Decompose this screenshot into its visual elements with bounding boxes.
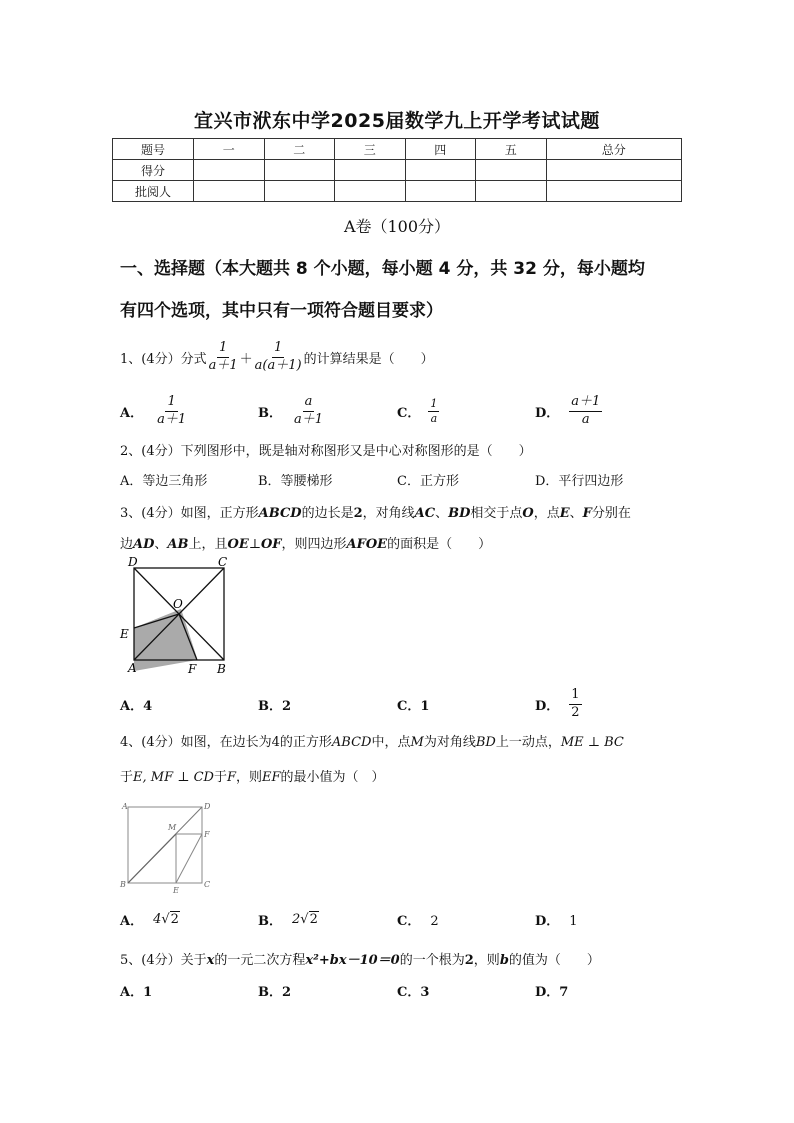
fraction: $\frac{1}{a(a+1)}$ [254,340,302,373]
score-cell[interactable] [405,160,476,181]
label-c: C [204,880,211,889]
question-3-stem-line1: 3、(4分）如图，正方形ABCD的边长是2，对角线AC、BD相交于点O，点E、F分别在 [120,506,631,521]
score-cell[interactable] [194,181,265,202]
option-a[interactable]: A．4 [120,699,153,714]
fraction: $\frac{1}{a+1}$ [208,340,238,373]
table-row [113,181,682,202]
square-figure-q4 [116,800,216,896]
score-table [112,138,682,202]
score-cell[interactable] [546,160,682,181]
option-a[interactable]: A． $\frac{1}{a+1}$ [120,394,187,427]
label-c: C [218,555,228,569]
volume-heading: A卷（100分） [343,217,451,236]
table-header-cell: 二 [264,139,335,160]
table-header-cell: 五 [476,139,547,160]
label-a: A [128,661,137,675]
score-cell[interactable] [335,181,406,202]
option-c[interactable]: C． 2 [397,914,439,929]
table-header-cell: 四 [405,139,476,160]
question-1-stem: 1、(4分）分式 $\frac{1}{a+1}$ ＋ $\frac{1}{a(a+1)}$ 的计算结果是（ ） [120,340,434,373]
table-row [113,139,682,160]
option-d[interactable]: D． 1 [535,914,578,929]
question-2-stem: 2、(4分）下列图形中，既是轴对称图形又是中心对称图形的是（ ） [120,444,532,459]
question-4-stem-line2: 于E, MF ⊥ CD于F，则EF的最小值为（ ） [120,770,385,785]
option-d[interactable]: D． $\frac{1}{2}$ [535,687,580,720]
score-cell[interactable] [476,160,547,181]
label-e: E [173,886,179,895]
table-row [113,160,682,181]
option-b[interactable]: B． 2 √2 [258,912,318,929]
label-d: D [128,555,138,569]
score-cell[interactable] [264,160,335,181]
square-figure-q3 [112,552,237,680]
option-a[interactable]: A． 4 √2 [120,912,179,929]
option-b[interactable]: B．2 [258,699,292,714]
option-a[interactable]: A．1 [120,985,153,1000]
label-a: A [122,802,128,811]
table-header-cell: 题号 [113,139,194,160]
score-cell[interactable] [264,181,335,202]
table-header-cell: 总分 [546,139,682,160]
section-heading-line1: 一、选择题（本大题共 8 个小题，每小题 4 分，共 32 分，每小题均 [120,259,645,279]
option-b[interactable]: B．等腰梯形 [258,474,333,489]
label-b: B [120,880,126,889]
question-5-stem: 5、(4分）关于x的一元二次方程x²+bx－10＝0的一个根为2，则b的值为（ ） [120,953,600,968]
table-header-cell: 一 [194,139,265,160]
row-label: 得分 [113,160,194,181]
question-3-stem-line2: 边AD、AB上，且OE⊥OF，则四边形AFOE的面积是（ ） [120,537,492,552]
score-cell[interactable] [546,181,682,202]
option-c[interactable]: C．正方形 [397,474,459,489]
question-4-stem-line1: 4、(4分）如图，在边长为4的正方形ABCD中，点M为对角线BD上一动点，ME ⊥ BC [120,735,624,750]
option-d[interactable]: D．7 [535,985,569,1000]
section-heading-line2: 有四个选项，其中只有一项符合题目要求） [120,301,443,321]
option-a[interactable]: A．等边三角形 [120,474,208,489]
label-f: F [204,830,210,839]
score-cell[interactable] [335,160,406,181]
option-c[interactable]: C．3 [397,985,430,1000]
option-c[interactable]: C．1 [397,699,430,714]
segment-ef [176,834,202,883]
option-c[interactable]: C． $\frac{1}{a}$ [397,396,438,425]
score-cell[interactable] [194,160,265,181]
score-cell[interactable] [476,181,547,202]
label-d: D [204,802,211,811]
label-e: E [120,627,129,641]
label-b: B [217,662,226,676]
score-cell[interactable] [405,181,476,202]
option-d[interactable]: D．平行四边形 [535,474,624,489]
row-label: 批阅人 [113,181,194,202]
option-b[interactable]: B．2 [258,985,292,1000]
label-o: O [173,597,183,611]
option-b[interactable]: B． $\frac{a}{a+1}$ [258,394,324,427]
page-title: 宜兴市洑东中学2025届数学九上开学考试试题 [194,110,600,132]
label-f: F [188,662,197,676]
table-header-cell: 三 [335,139,406,160]
label-m: M [168,823,177,832]
option-d[interactable]: D． $\frac{a+1}{a}$ [535,394,601,427]
